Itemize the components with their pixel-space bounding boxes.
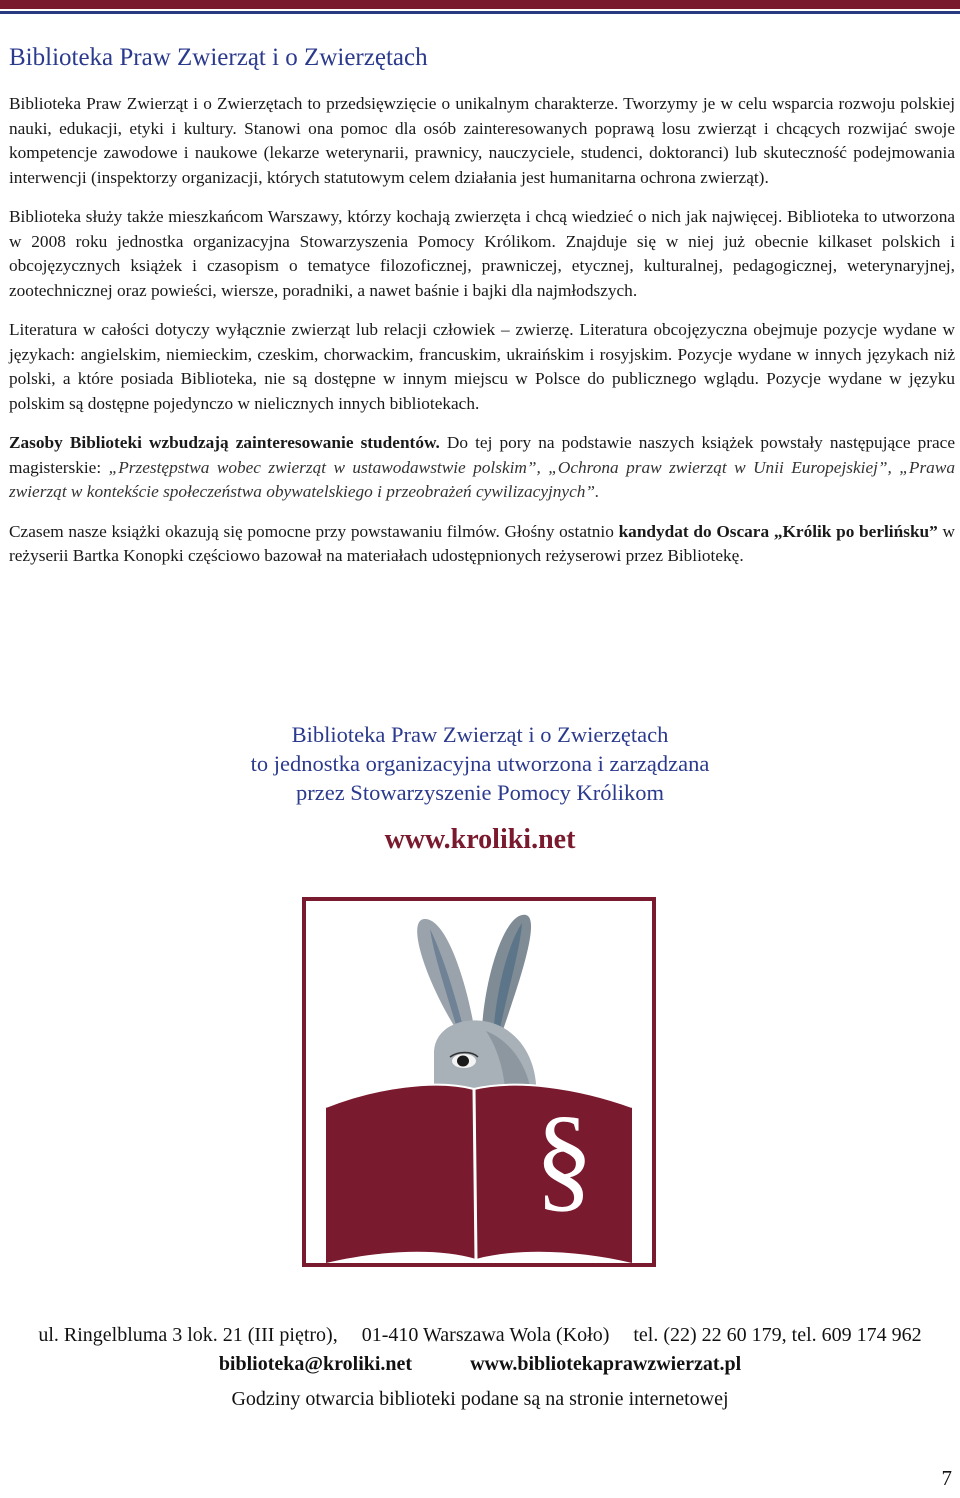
paragraph-literature: Literatura w całości dotyczy wyłącznie zwierząt lub relacji człowiek – zwierzę. Literatura obcojęzyczna obejmuje pozycje wydane w językach: angielskim, niemieckim, czeskim, chorwackim, francuskim, ukraińskim i rosyjskim. Pozycje wydane w innych językach niż polski, a które posiada Biblioteka, nie są dostępne w innym miejscu w Polsce do publicznego wglądu. Pozycje wydane w języku polskim są dostępne pojedynczo w nielicznych innych bibliotekach.	[9, 320, 955, 413]
page-number: 7	[941, 1466, 952, 1490]
paragraph-sign: §	[534, 1092, 594, 1223]
oscar-candidate: kandydat do Oscara	[618, 521, 770, 541]
email-link[interactable]: biblioteka@kroliki.net	[218, 1353, 413, 1375]
website-link[interactable]: www.kroliki.net	[384, 824, 576, 855]
opening-hours-note: Godziny otwarcia biblioteki podane są na stronie internetowej	[231, 1388, 729, 1410]
films-text-a: Czasem nasze książki okazują się pomocne przy powstawaniu filmów. Głośny ostatnio	[9, 521, 619, 541]
postal-address: 01-410 Warszawa Wola (Koło)	[361, 1324, 610, 1346]
page-title: Biblioteka Praw Zwierząt i o Zwierzętach	[9, 44, 428, 71]
paragraph-students	[9, 431, 955, 505]
address-line	[0, 1322, 960, 1348]
statement-line-1: Biblioteka Praw Zwierząt i o Zwierzętach	[291, 722, 669, 747]
statement-line-2: to jednostka organizacyjna utworzona i zarządzana	[250, 751, 710, 776]
paragraph-intro: Biblioteka Praw Zwierząt i o Zwierzętach to przedsięwzięcie o unikalnym charakterze. Tworzymy je w celu wsparcia rozwoju polskiej nauki, edukacji, etyki i kultury. Stanowi ona pomoc dla osób zainteresowanych poprawą losu zwierząt i chcących rozwijać swoje kompetencje zawodowe i naukowe (lekarze weterynarii, prawnicy, nauczyciele, studenci, doktoranci) lub skuteczność podejmowania interwencji (inspektorzy organizacji, których statutowym celem działania jest humanitarna ochrona zwierząt).	[9, 94, 955, 187]
organization-statement	[0, 720, 960, 807]
phone-numbers: tel. (22) 22 60 179, tel. 609 174 962	[633, 1324, 922, 1346]
paragraph-films	[9, 520, 955, 569]
contact-line	[0, 1351, 960, 1377]
students-text: Do tej pory na podstawie naszych książek powstały następujące prace magisterskie:	[9, 433, 955, 477]
top-red-stripe	[0, 0, 960, 9]
statement-line-3: przez Stowarzyszenie Pomocy Królikom	[295, 780, 665, 805]
book-left-cover	[326, 1085, 476, 1263]
paragraph-warsaw: Biblioteka służy także mieszkańcom Warszawy, którzy kochają zwierzęta i chcą wiedzieć o nich jak najwięcej. Biblioteka to utworzona w 2008 roku jednostka organizacyjna Stowarzyszenia Pomocy Królikom. Znajduje się w niej już obecnie kilkaset polskich i obcojęzycznych książek i czasopism o tematyce filozoficznej, prawniczej, etycznej, kulturalnej, pedagogicznej, weterynaryjnej, zootechnicznej oraz powieści, wiersze, poradniki, a nawet baśnie i bajki dla najmłodszych.	[9, 207, 955, 300]
top-blue-stripe	[0, 11, 960, 14]
rabbit-reading-book-icon	[306, 901, 652, 1263]
students-bold-lead: Zasoby Biblioteki wzbudzają zainteresowanie studentów.	[9, 433, 440, 452]
thesis-titles: „Przestępstwa wobec zwierząt w ustawodawstwie polskim”, „Ochrona praw zwierząt w Unii Europejskiej”, „Prawa zwierząt w kontekście społeczeństwa obywatelskiego i przeobrażeń cywilizacyjnych”.	[9, 457, 955, 501]
library-logo	[302, 897, 656, 1267]
top-decorative-bar	[0, 0, 960, 20]
street-address: ul. Ringelbluma 3 lok. 21 (III piętro),	[38, 1324, 338, 1346]
films-text-b: w reżyserii Bartka Konopki częściowo bazował na materiałach udostępnionych reżyserowi przez Bibliotekę.	[9, 521, 955, 565]
book-spine	[474, 1089, 476, 1259]
rabbit-eye	[457, 1056, 469, 1067]
article-body	[9, 92, 955, 584]
library-website-link[interactable]: www.bibliotekaprawzwierzat.pl	[470, 1353, 742, 1375]
film-title: „Królik po berlińsku”	[773, 521, 938, 541]
